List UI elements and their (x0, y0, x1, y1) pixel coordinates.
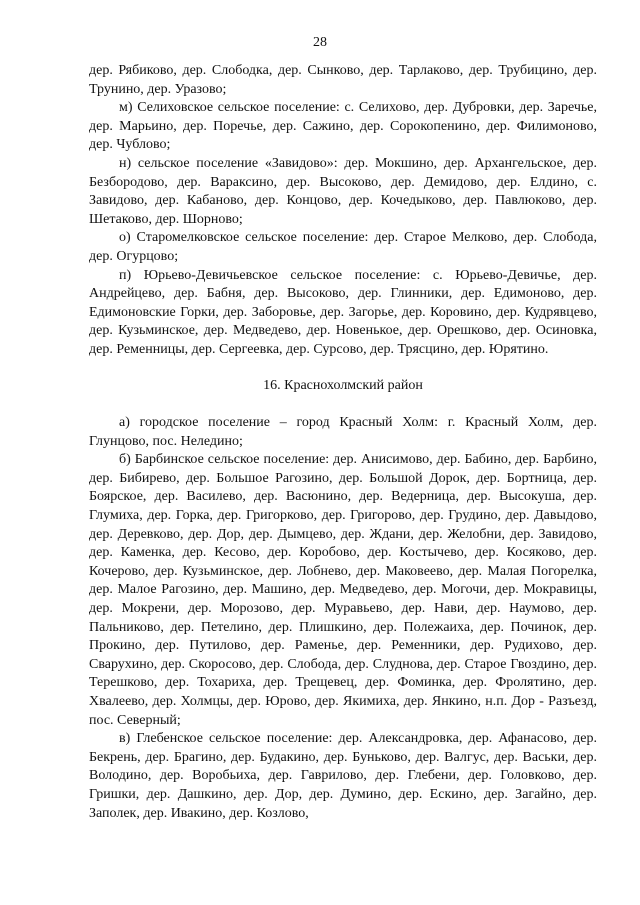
paragraph-krasny-kholm: а) городское поселение – город Красный Холм: г. Красный Холм, дер. Глунцово, пос. Неледино; (89, 415, 597, 449)
paragraph-continuation: дер. Рябиково, дер. Слободка, дер. Сынково, дер. Тарлаково, дер. Трубицино, дер. Трунино, дер. Уразово; (89, 63, 597, 97)
paragraph-zavidovo: н) сельское поселение «Завидово»: дер. Мокшино, дер. Архангельское, дер. Безбородово, дер. Вараксино, дер. Высоково, дер. Демидово, дер. Елдино, с. Завидово, дер. Кабаново, дер. Концово, дер. Кочедыково, дер. Павлюково, дер. Шетаково, дер. Шорново; (89, 155, 597, 227)
paragraph-glebenskoe: в) Глебенское сельское поселение: дер. Александровка, дер. Афанасово, дер. Бекрень, дер. Брагино, дер. Будакино, дер. Буньково, дер. Валгус, дер. Васьки, дер. Володино, дер. Воробьиха, дер. Гаврилово, дер. Глебени, дер. Головково, дер. Гришки, дер. Дашкино, дер. Дор, дер. Думино, дер. Ескино, дер. Загайно, дер. Заполек, дер. Ивакино, дер. Козлово, (89, 731, 597, 821)
paragraph-yurevo-devichevskoe: п) Юрьево-Девичьевское сельское поселение: с. Юрьево-Девичье, дер. Андрейцево, дер. Бабня, дер. Высоково, дер. Глинники, дер. Едимоново, дер. Едимоновские Горки, дер. Заборовье, дер. Загорье, дер. Коровино, дер. Кудрявцево, дер. Кузьминское, дер. Медведево, дер. Новенькое, дер. Орешково, дер. Осиновка, дер. Ременницы, дер. Сергеевка, дер. Сурсово, дер. Трясцино, дер. Юрятино. (89, 267, 597, 357)
section-heading: 16. Краснохолмский район (263, 377, 423, 393)
paragraph-selikhovskoe: м) Селиховское сельское поселение: с. Селихово, дер. Дубровки, дер. Заречье, дер. Марьино, дер. Поречье, дер. Сажино, дер. Сорокопенино, дер. Филимоново, дер. Чублово; (89, 100, 597, 153)
paragraph-staromelkovskoe: о) Старомелковское сельское поселение: дер. Старое Мелково, дер. Слобода, дер. Огурцово; (89, 230, 597, 264)
paragraph-barbinskoe: б) Барбинское сельское поселение: дер. Анисимово, дер. Бабино, дер. Барбино, дер. Бибирево, дер. Большое Рагозино, дер. Большой Дорок, дер. Бортница, дер. Боярское, дер. Василево, дер. Васюнино, дер. Ведерница, дер. Высокуша, дер. Глумиха, дер. Горка, дер. Григорково, дер. Григорово, дер. Грудино, дер. Давыдово, дер. Деревково, дер. Дор, дер. Дымцево, дер. Ждани, дер. Желобни, дер. Завидово, дер. Каменка, дер. Кесово, дер. Коробово, дер. Костычево, дер. Косяково, дер. Кочерово, дер. Кузьминское, дер. Лобнево, дер. Маковеево, дер. Малая Погорелка, дер. Малое Рагозино, дер. Машино, дер. Медведево, дер. Могочи, дер. Мокравицы, дер. Мокрени, дер. Морозово, дер. Муравьево, дер. Нави, дер. Наумово, дер. Пальниково, дер. Петелино, дер. Плишкино, дер. Полежаиха, дер. Починок, дер. Прокино, дер. Путилово, дер. Раменье, дер. Ременники, дер. Рудихово, дер. Сварухино, дер. Скоросово, дер. Слобода, дер. Слуднова, дер. Старое Гвоздино, дер. Терешково, дер. Тохариха, дер. Трещевец, дер. Фоминка, дер. Фролятино, дер. Хвалеево, дер. Холмцы, дер. Юрово, дер. Якимиха, дер. Янкино, н.п. Дор - Разъезд, пос. Северный; (89, 452, 597, 728)
document-body (89, 62, 597, 823)
page-number: 28 (313, 35, 327, 50)
